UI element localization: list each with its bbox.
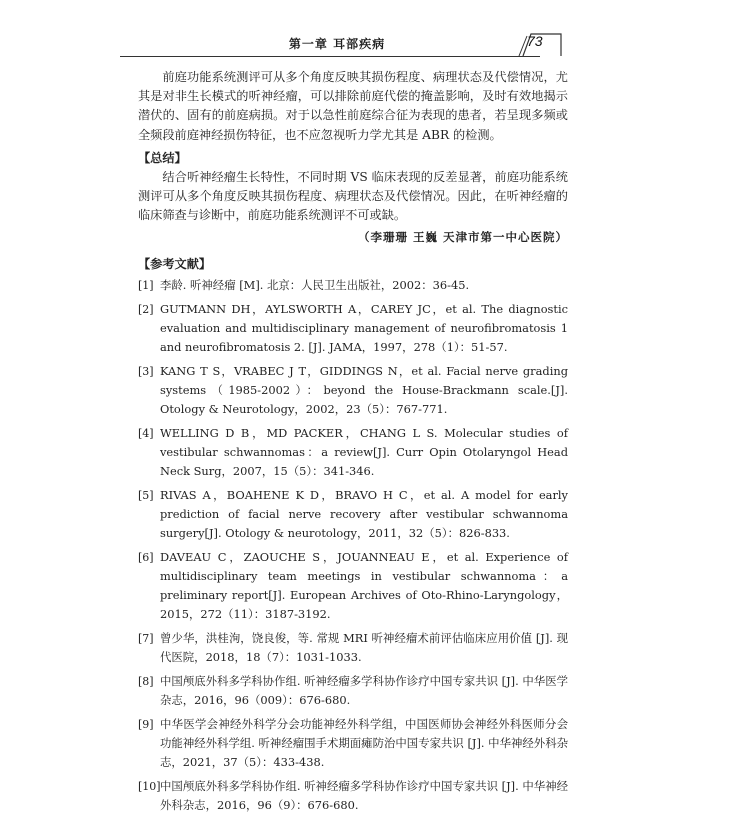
- reference-number: [8]: [138, 675, 154, 689]
- reference-text: 中国颅底外科多学科协作组. 听神经瘤多学科协作诊疗中国专家共识 [J]. 中华医学杂志，2016，96（009）：676-680.: [160, 674, 568, 708]
- reference-number: [4]: [138, 427, 154, 441]
- reference-text: 中国颅底外科多学科协作组. 听神经瘤多学科协作诊疗中国专家共识 [J]. 中华神经外科杂志，2016，96（9）：676-680.: [160, 779, 568, 813]
- reference-text: KANG T S，VRABEC J T，GIDDINGS N，et al. Facial nerve grading systems（1985-2002）：beyond the House-Brackmann scale.[J]. Otology & Neurotology，2002，23（5）：767-771.: [160, 364, 568, 417]
- reference-number: [2]: [138, 303, 154, 317]
- reference-text: 中华医学会神经外科学分会功能神经外科学组，中国医师协会神经外科医师分会功能神经外科学组. 听神经瘤围手术期面瘫防治中国专家共识 [J]. 中华神经外科杂志，2021，37（5）：433-438.: [160, 717, 568, 770]
- intro-paragraph: 前庭功能系统测评可从多个角度反映其损伤程度、病理状态及代偿情况，尤其是对非生长模式的听神经瘤，可以排除前庭代偿的掩盖影响，及时有效地揭示潜伏的、固有的前庭病损。对于以急性前庭综合征为表现的患者，若呈现多频或全频段前庭神经损伤特征，也不应忽视听力学尤其是 ABR 的检测。: [138, 70, 568, 142]
- reference-number: [7]: [138, 632, 154, 646]
- reference-item: [138, 715, 568, 772]
- reference-item: [138, 300, 568, 357]
- reference-text: RIVAS A，BOAHENE K D，BRAVO H C，et al. A model for early prediction of facial nerve recovery after vestibular schwannoma surgery[J]. Otology & neurotology，2011，32（5）：826-833.: [160, 488, 568, 541]
- reference-item: [138, 362, 568, 419]
- page-number: 73: [527, 33, 543, 49]
- reference-item: [138, 629, 568, 667]
- summary-paragraph: 结合听神经瘤生长特性，不同时期 VS 临床表现的反差显著，前庭功能系统测评可从多个角度反映其损伤程度、病理状态及代偿情况。因此，在听神经瘤的临床筛查与诊断中，前庭功能系统测评不可或缺。: [138, 170, 568, 223]
- references-list: [138, 276, 568, 815]
- reference-text: GUTMANN DH，AYLSWORTH A，CAREY JC，et al. The diagnostic evaluation and multidisciplinary management of neurofibromatosis 1 and neurofibromatosis 2. [J]. JAMA，1997，278（1）：51-57.: [160, 302, 568, 355]
- reference-number: [1]: [138, 279, 154, 293]
- reference-number: [6]: [138, 551, 154, 565]
- summary-heading: 【总结】: [138, 150, 187, 165]
- page-body: [138, 68, 568, 820]
- reference-text: 曾少华，洪桂洵，饶良俊，等. 常规 MRI 听神经瘤术前评估临床应用价值 [J]. 现代医院，2018，18（7）：1031-1033.: [160, 631, 568, 665]
- reference-item: [138, 276, 568, 295]
- references-heading: 【参考文献】: [138, 256, 212, 271]
- reference-text: 李龄. 听神经瘤 [M]. 北京：人民卫生出版社，2002：36-45.: [160, 278, 470, 293]
- author-signature: （李珊珊 王巍 天津市第一中心医院）: [357, 229, 568, 244]
- reference-item: [138, 777, 568, 815]
- reference-item: [138, 672, 568, 710]
- reference-number: [3]: [138, 365, 154, 379]
- reference-item: [138, 486, 568, 543]
- chapter-header: 第一章 耳部疾病: [288, 36, 386, 51]
- reference-text: WELLING D B，MD PACKER，CHANG L S. Molecular studies of vestibular schwannomas：a review[J]. Curr Opin Otolaryngol Head Neck Surg，2007，15（5）：341-346.: [160, 426, 568, 479]
- reference-number: [10]: [138, 780, 161, 794]
- reference-text: DAVEAU C，ZAOUCHE S，JOUANNEAU E，et al. Experience of multidisciplinary team meetings in vestibular schwannoma：a preliminary report[J]. European Archives of Oto-Rhino-Laryngology，2015，272（11）：3187-3192.: [160, 550, 568, 622]
- reference-item: [138, 424, 568, 481]
- reference-number: [5]: [138, 489, 154, 503]
- reference-number: [9]: [138, 718, 154, 732]
- reference-item: [138, 548, 568, 624]
- header-rule: [120, 56, 540, 57]
